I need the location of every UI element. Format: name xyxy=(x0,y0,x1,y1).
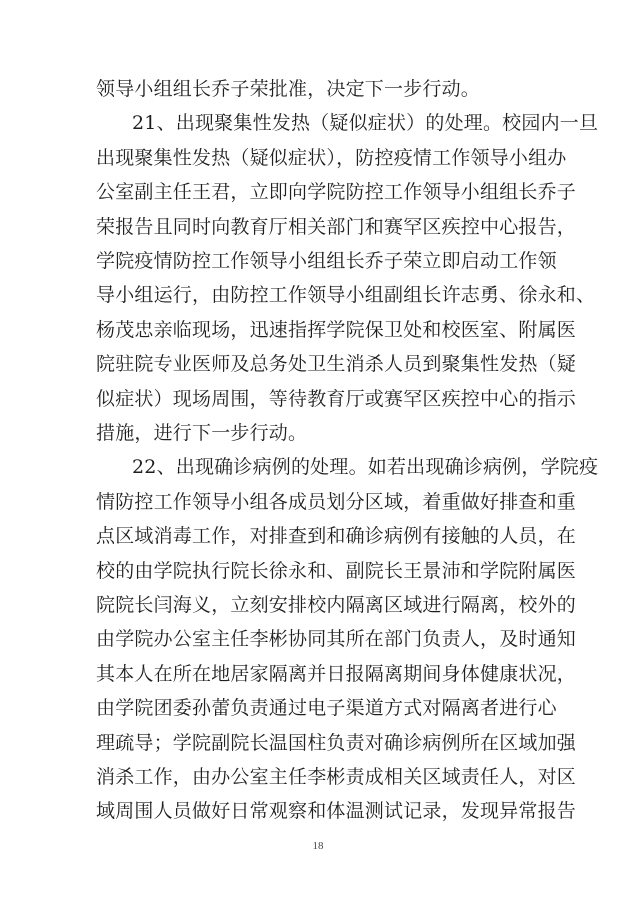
text-line: 情防控工作领导小组各成员划分区域，着重做好排查和重 xyxy=(96,490,577,513)
text-line: 其本人在所在地居家隔离并日报隔离期间身体健康状况， xyxy=(96,662,577,685)
text-line: 校的由学院执行院长徐永和、副院长王景沛和学院附属医 xyxy=(96,559,577,582)
text-line: 由学院团委孙蕾负责通过电子渠道方式对隔离者进行心 xyxy=(96,697,557,720)
page-number: 18 xyxy=(312,840,324,852)
text-line: 学院疫情防控工作领导小组组长乔子荣立即启动工作领 xyxy=(96,250,557,272)
text-line: 由学院办公室主任李彬协同其所在部门负责人，及时通知 xyxy=(96,628,577,651)
text-line: 公室副主任王君，立即向学院防控工作领导小组组长乔子 xyxy=(96,181,577,204)
text-line: 域周围人员做好日常观察和体温测试记录，发现异常报告 xyxy=(96,800,577,823)
text-line: 导小组运行，由防控工作领导小组副组长许志勇、徐永和、 xyxy=(96,284,596,307)
text-line: 消杀工作，由办公室主任李彬责成相关区域责任人，对区 xyxy=(96,766,577,788)
text-line: 荣报告且同时向教育厅相关部门和赛罕区疾控中心报告， xyxy=(96,215,577,238)
text-line: 措施，进行下一步行动。 xyxy=(96,422,308,444)
text-line: 出现聚集性发热（疑似症状），防控疫情工作领导小组办 xyxy=(96,146,567,169)
text-line: 似症状）现场周围，等待教育厅或赛罕区疾控中心的指示 xyxy=(96,387,577,410)
text-line: 点区域消毒工作，对排查到和确诊病例有接触的人员，在 xyxy=(96,525,577,548)
text-line: 领导小组组长乔子荣批准，决定下一步行动。 xyxy=(96,78,481,100)
text-line: 院院长闫海义，立刻安排校内隔离区域进行隔离，校外的 xyxy=(96,594,577,616)
section-22-heading-line: 22、出现确诊病例的处理。如若出现确诊病例，学院疫 xyxy=(132,456,599,479)
text-line: 杨茂忠亲临现场，迅速指挥学院保卫处和校医室、附属医 xyxy=(96,318,577,341)
section-21-heading-line: 21、出现聚集性发热（疑似症状）的处理。校园内一旦 xyxy=(132,112,599,135)
text-line: 院驻院专业医师及总务处卫生消杀人员到聚集性发热（疑 xyxy=(96,353,577,376)
text-line: 理疏导；学院副院长温国柱负责对确诊病例所在区域加强 xyxy=(96,731,577,754)
